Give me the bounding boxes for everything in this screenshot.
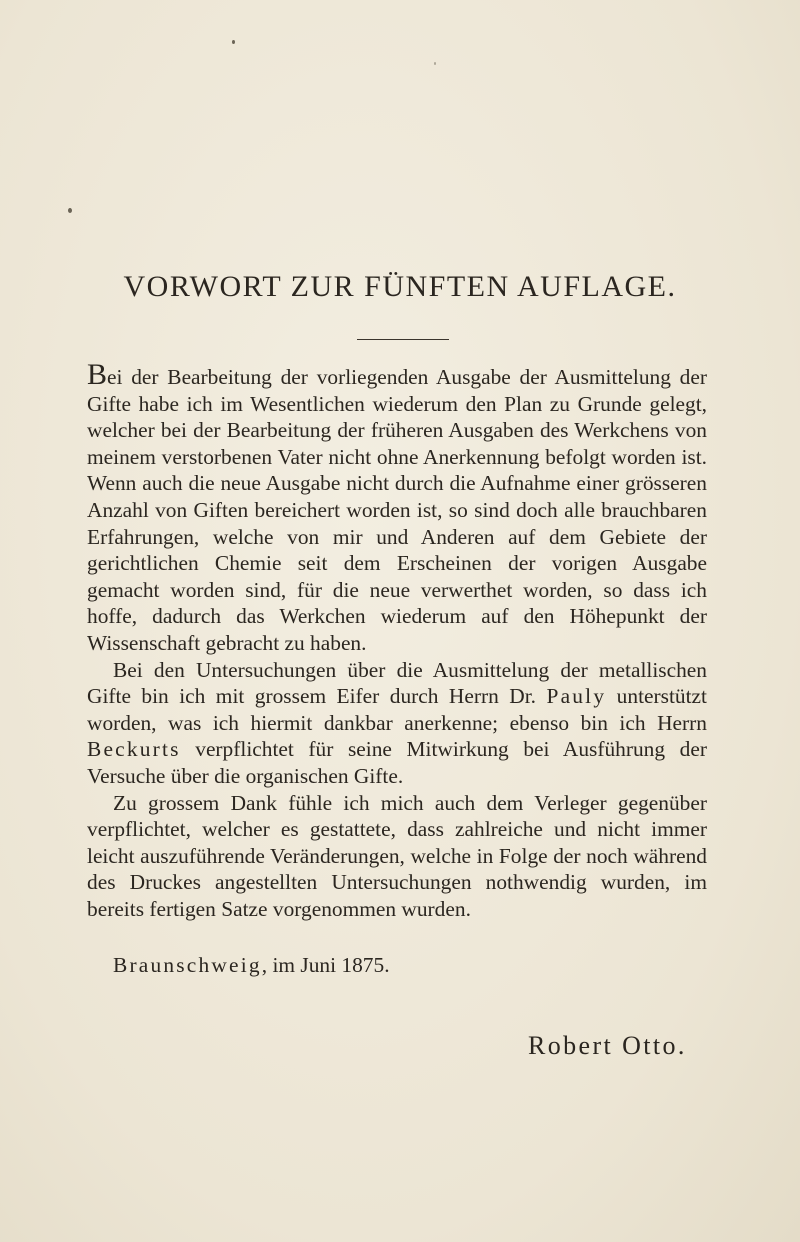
ink-speck: [232, 40, 235, 44]
title-divider: [357, 339, 449, 340]
paragraph-2-before: Bei den Untersuchungen über die Ausmittelung der metallischen Gifte bin ich mit grossem Eifer durch Herrn Dr.: [87, 657, 707, 709]
name-beckurts: Beckurts: [87, 737, 181, 762]
page-title: VORWORT ZUR FÜNFTEN AUFLAGE.: [123, 270, 677, 303]
place-date-line: [113, 953, 390, 978]
drop-cap: B: [87, 358, 108, 391]
paragraph-1-text: ei der Bearbeitung der vorliegenden Ausgabe der Ausmittelung der Gifte habe ich im Wesentlichen wiederum den Plan zu Grunde gelegt, welcher bei der Bearbeitung der früheren Ausgaben des Werkchens von meinem verstorbenen Vater nicht ohne Anerkennung befolgt worden ist. Wenn auch die neue Ausgabe nicht durch die Aufnahme einer grösseren Anzahl von Giften bereichert worden ist, so sind doch alle brauchbaren Erfahrungen, welche von mir und Anderen auf dem Gebiete der gerichtlichen Chemie seit dem Erscheinen der vorigen Ausgabe gemacht worden sind, für die neue verwerthet worden, so dass ich hoffe, dadurch das Werkchen wiederum auf den Höhepunkt der Wissenschaft gebracht zu haben.: [87, 365, 707, 655]
paragraph-1: [87, 358, 707, 657]
paragraph-2: [87, 657, 707, 790]
ink-speck: [68, 208, 72, 213]
author-signature: Robert Otto.: [528, 1031, 687, 1060]
paragraph-2-after: verpflichtet für seine Mitwirkung bei Ausführung der Versuche über die organischen Gifte.: [87, 737, 707, 788]
name-pauly: Pauly: [546, 684, 607, 709]
paragraph-3: Zu grossem Dank fühle ich mich auch dem Verleger gegenüber verpflichtet, welcher es gestattete, dass zahlreiche und nicht immer leicht auszuführende Veränderungen, welche in Folge der noch während des Druckes angestellten Untersuchungen nothwendig wurden, im bereits fertigen Satze vorgenommen wurden.: [87, 790, 707, 921]
place-date: , im Juni 1875.: [261, 953, 390, 977]
body-text: [87, 358, 707, 922]
place-city: Braunschweig: [113, 953, 262, 977]
ink-speck: [434, 62, 436, 65]
paragraph-2-middle: unterstützt worden, was ich hiermit dankbar anerkenne; ebenso bin ich Herrn: [87, 684, 707, 735]
